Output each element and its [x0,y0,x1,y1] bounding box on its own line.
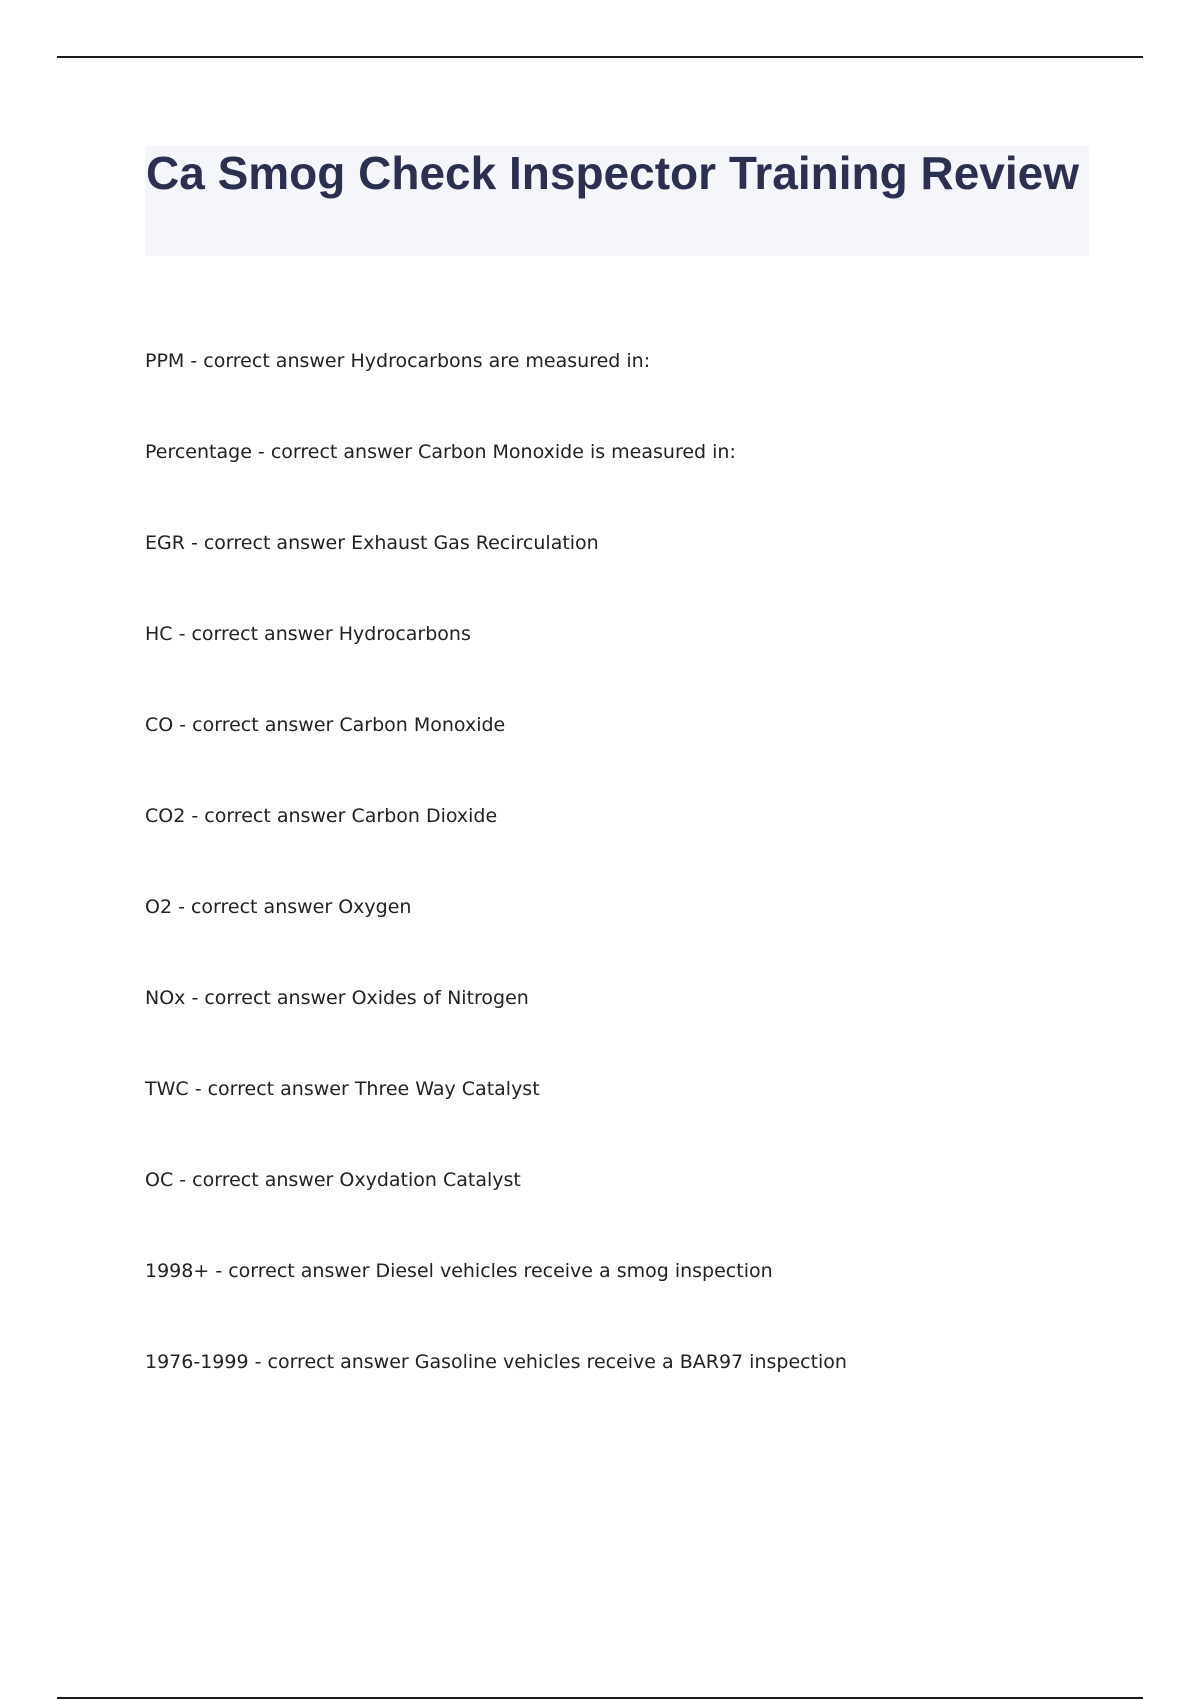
qa-item: 1976-1999 - correct answer Gasoline vehicles receive a BAR97 inspection [145,1351,847,1373]
qa-item: EGR - correct answer Exhaust Gas Recirculation [145,532,599,554]
bottom-divider [57,1697,1143,1699]
page-title: Ca Smog Check Inspector Training Review [146,147,1080,199]
qa-item: O2 - correct answer Oxygen [145,896,412,918]
qa-item: CO - correct answer Carbon Monoxide [145,714,506,736]
top-divider [57,56,1143,58]
qa-item: TWC - correct answer Three Way Catalyst [145,1078,540,1100]
qa-item: PPM - correct answer Hydrocarbons are measured in: [145,350,651,372]
qa-item: HC - correct answer Hydrocarbons [145,623,471,645]
qa-list [145,346,1105,1438]
qa-item: NOx - correct answer Oxides of Nitrogen [145,987,529,1009]
qa-item: OC - correct answer Oxydation Catalyst [145,1169,521,1191]
qa-item: 1998+ - correct answer Diesel vehicles receive a smog inspection [145,1260,773,1282]
title-banner [145,146,1089,256]
qa-item: Percentage - correct answer Carbon Monoxide is measured in: [145,441,736,463]
qa-item: CO2 - correct answer Carbon Dioxide [145,805,498,827]
